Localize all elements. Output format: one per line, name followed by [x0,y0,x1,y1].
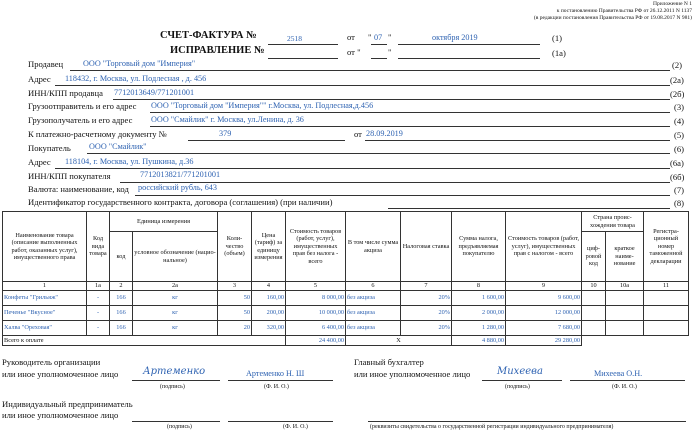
header-country-code: цифровой код [582,232,606,282]
annex-line-3: (в редакции постановления Правительства РФ от 19.08.2017 N 981) [533,15,692,21]
invoice-number: 2518 [287,34,302,43]
header-tax-rate: Налоговая ставка [401,212,452,282]
invoice-month-year: октября 2019 [432,33,478,42]
invoice-code: (1) [552,33,563,43]
table-row: Печенье "Вкусное" - 166 кг 50 200,00 10 000,00 без акциза 20% 2 000,00 12 000,00 [3,306,689,321]
total-cost: 24 400,00 [286,336,346,346]
invoice-title: СЧЕТ-ФАКТУРА № [160,30,257,41]
annex-header [534,1,692,22]
seller-label: Продавец [28,59,64,69]
ip-label-2: или иное уполномоченное лицо [2,410,119,420]
header-kind-code: Код вида товара [87,212,110,282]
seller-inn-label: ИНН/КПП продавца [28,88,103,98]
total-tax: 4 880,00 [452,336,506,346]
goods-table [2,211,689,346]
header-customs: Регистрационный номер таможенной декларации [644,212,689,282]
buyer-value: ООО "Смайлик" [89,142,147,151]
correction-from: от " [347,47,361,57]
header-name: Наименование товара (описание выполненных работ, оказанных услуг), имущественного права [3,212,87,282]
consignee-label: Грузополучатель и его адрес [28,115,133,125]
annex-line-1: Приложение N 1 [653,1,692,7]
table-row: Халва "Ореховая" - 166 кг 20 320,00 6 400,00 без акциза 20% 1 280,00 7 680,00 [3,321,689,336]
payment-doc-date: 28.09.2019 [366,129,403,138]
shipper-value: ООО "Торговый дом "Империя"" г.Москва, ул. Подлесная,д.456 [151,101,374,110]
contract-id-label: Идентификатор государственного контракта, договора (соглашения) (при наличии) [28,197,333,207]
accountant-name: Михеева О.Н. [594,369,643,378]
header-country-short: краткое наименование [606,232,644,282]
table-row: Конфеты "Грильяж" - 166 кг 50 160,00 8 000,00 без акциза 20% 1 600,00 9 600,00 [3,291,689,306]
correction-title: ИСПРАВЛЕНИЕ № [170,45,265,56]
currency-label: Валюта: наименование, код [28,184,129,194]
header-qty: Количество (объем) [218,212,252,282]
seller-address-label: Адрес [28,74,51,84]
column-numbers-row: 1 1а 2 2а 3 4 5 6 7 8 9 10 10а 11 [3,282,689,291]
currency-value: российский рубль, 643 [138,183,217,192]
total-with-tax: 29 280,00 [506,336,582,346]
header-unit: Единица измерения [110,212,218,232]
total-row [3,336,689,346]
seller-address-value: 118432, г. Москва, ул. Подлесная , д. 456 [65,74,207,83]
buyer-label: Покупатель [28,143,71,153]
shipper-label: Грузоотправитель и его адрес [28,101,137,111]
consignee-value: ООО "Смайлик" г. Москва, ул.Ленина, д. 36 [151,115,304,124]
invoice-day: 07 [374,33,383,42]
header-tax-sum: Сумма налога, предъявляемая покупателю [452,212,506,282]
correction-code: (1а) [552,48,566,58]
invoice-from-label: от [347,32,355,42]
buyer-inn-value: 7712013821/771201001 [140,170,221,179]
head-label-1: Руководитель организации [2,357,101,367]
head-label-2: или иное уполномоченное лицо [2,369,119,379]
header-excise: В том числе сумма акциза [346,212,401,282]
header-price: Цена (тариф) за единицу измерения [252,212,286,282]
header-cost-no-tax: Стоимость товаров (работ, услуг), имущественных прав без налога - всего [286,212,346,282]
header-unit-code: код [110,232,133,282]
accountant-signature: Михеева [497,366,543,377]
buyer-address-label: Адрес [28,157,51,167]
header-unit-name: условное обозначение (национальное) [133,232,218,282]
payment-doc-number: 379 [219,129,232,138]
buyer-address-value: 118104, г. Москва, ул. Пушкина, д.36 [65,157,194,166]
header-cost-with-tax: Стоимость товаров (работ, услуг), имущественных прав с налогом - всего [506,212,582,282]
head-name: Артеменко Н. Ш [246,369,305,378]
buyer-inn-label: ИНН/КПП покупателя [28,171,111,181]
accountant-label-2: или иное уполномоченное лицо [354,369,471,379]
head-signature: Артеменко [143,366,206,377]
accountant-label-1: Главный бухгалтер [354,357,424,367]
total-excise: X [346,336,452,346]
seller-value: ООО "Торговый дом "Империя" [83,59,196,68]
payment-doc-label: К платежно-расчетному документу № [28,129,167,139]
ip-label-1: Индивидуальный предприниматель [2,399,133,409]
ip-registration-caption: (реквизиты свидетельства о государственной регистрации индивидуального предпринимателя) [370,424,614,430]
seller-inn-value: 7712013649/771201001 [114,88,195,97]
total-label: Всего к оплате [3,336,286,346]
header-country: Страна происхождения товара [582,212,644,232]
annex-line-2: к постановлению Правительства РФ от 26.12.2011 N 1137 [556,8,692,14]
